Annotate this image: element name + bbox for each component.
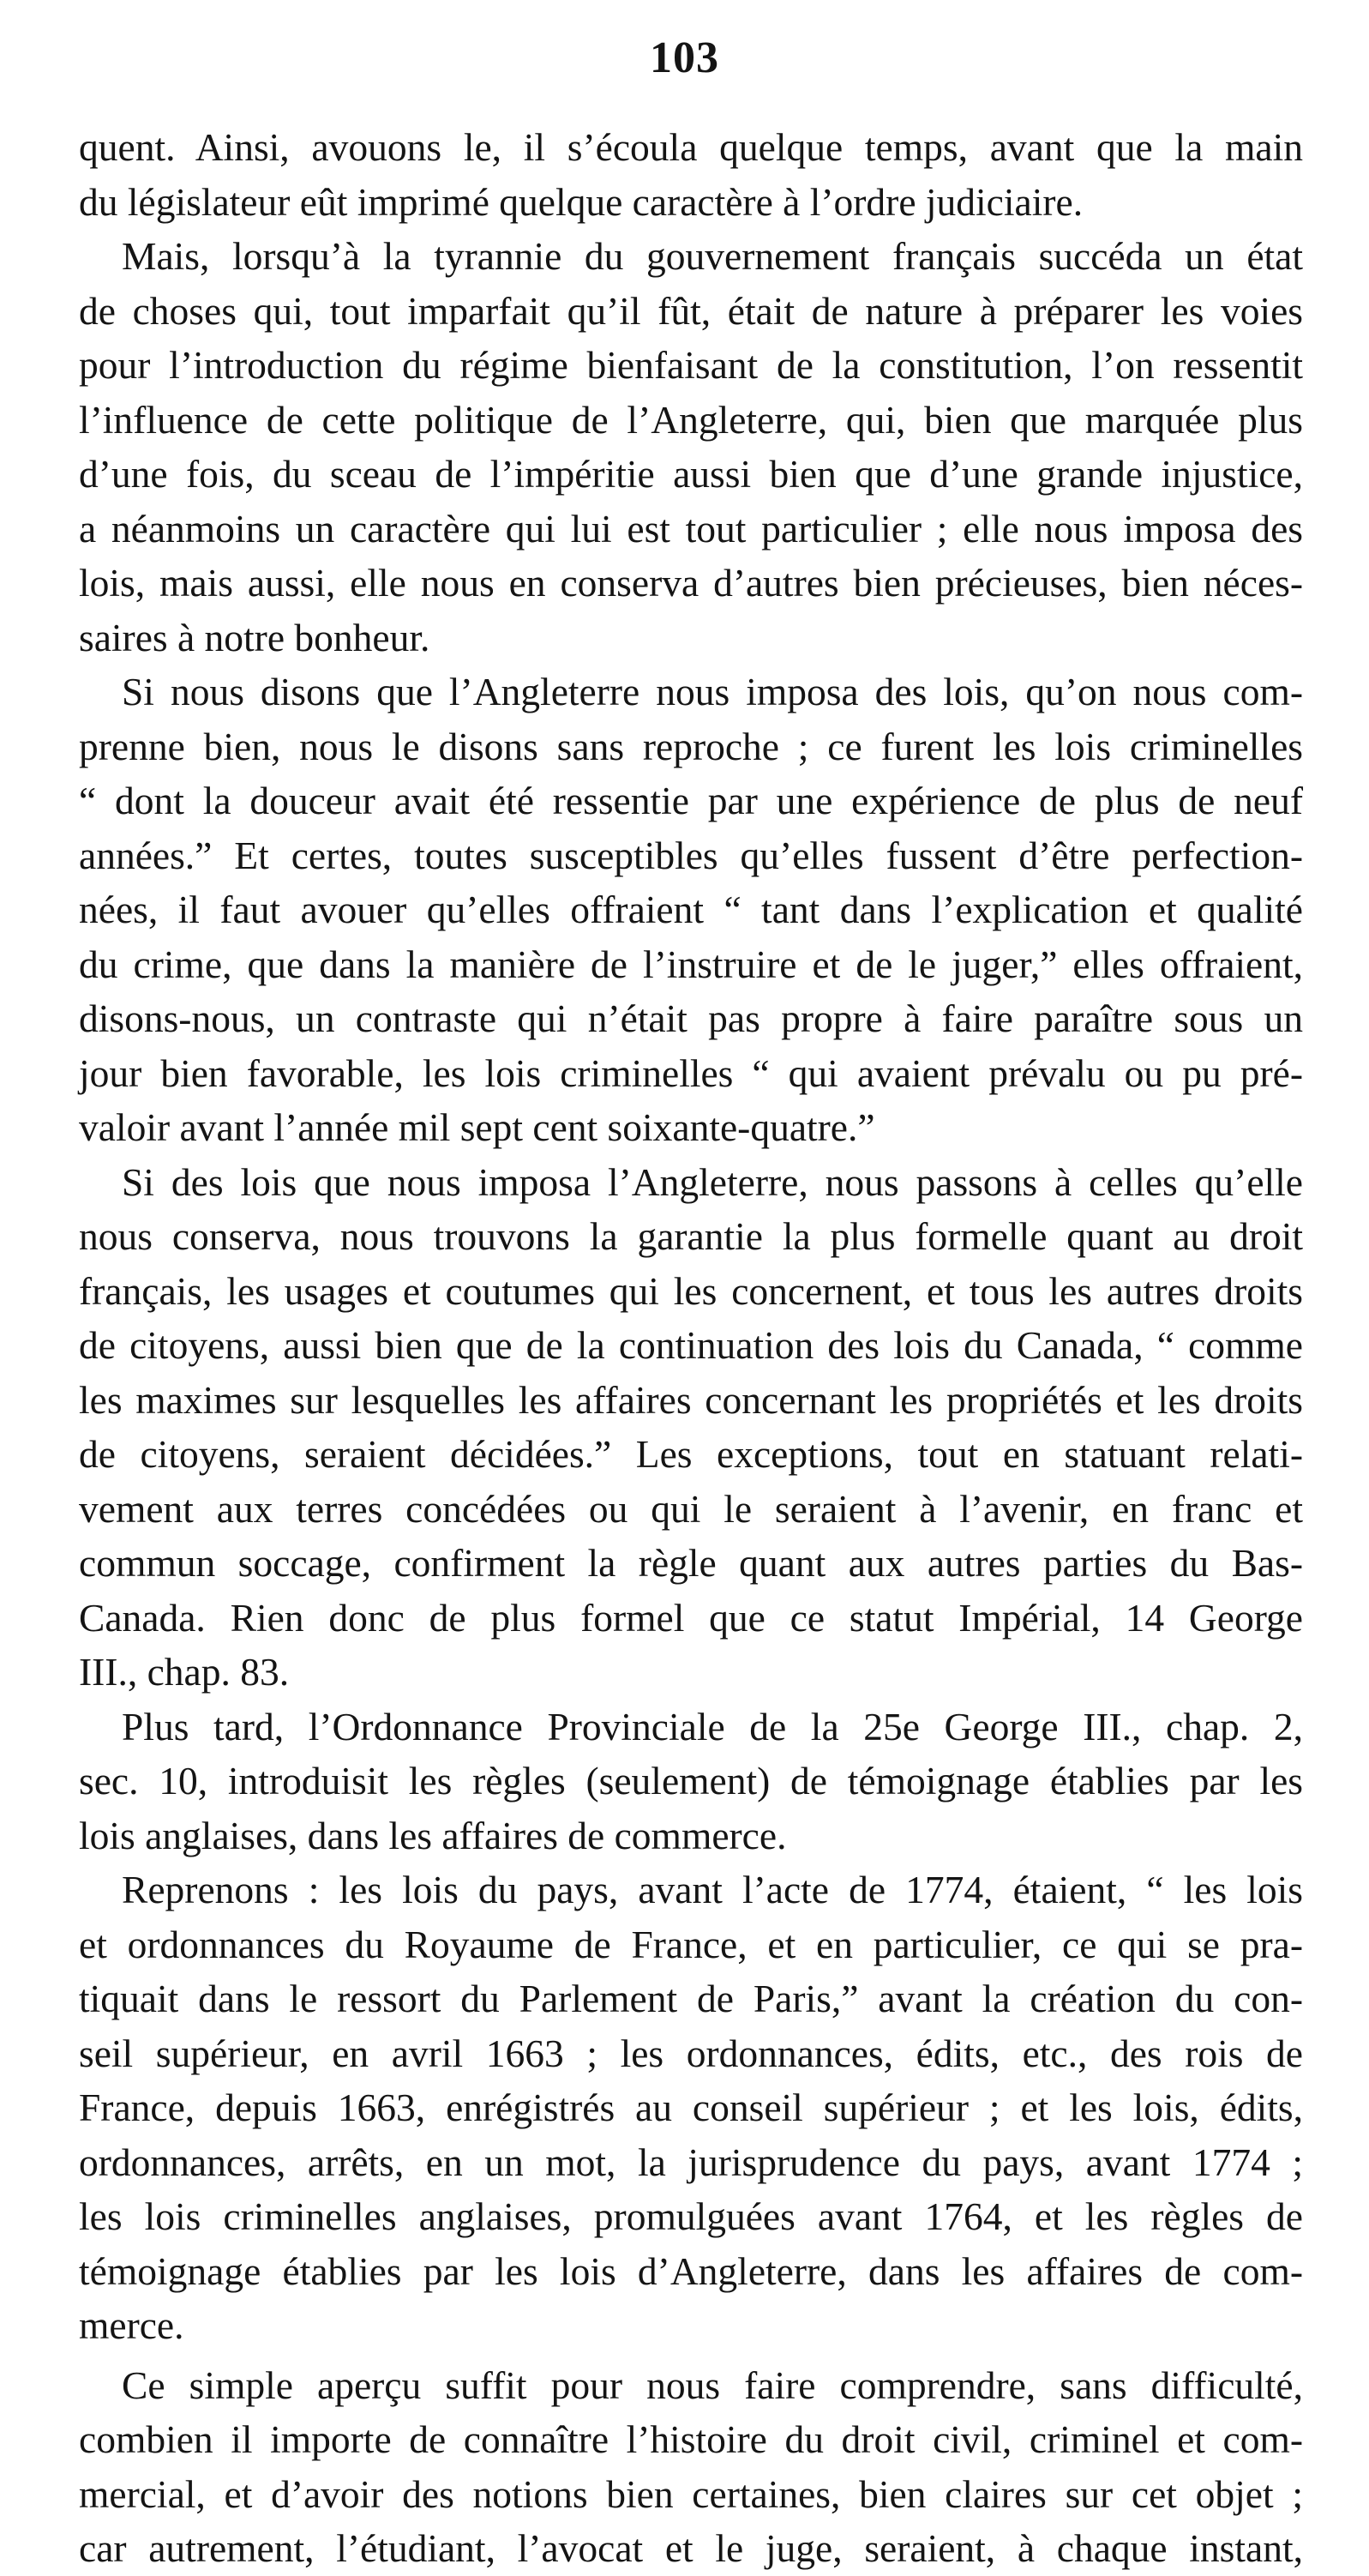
text-line: nous conserva, nous trouvons la garantie la plus formelle quant au droit [79, 1214, 1303, 1258]
text-line: sec. 10, introduisit les règles (seulement) de témoignage établies par les [79, 1759, 1303, 1803]
text-line: Canada. Rien donc de plus formel que ce statut Impérial, 14 George [79, 1595, 1303, 1640]
text-line: a néanmoins un caractère qui lui est tout particulier ; elle nous imposa des [79, 506, 1303, 551]
text-line: lois, mais aussi, elle nous en conserva d’autres bien précieuses, bien néces- [79, 561, 1303, 605]
text-line: commun soccage, confirment la règle quant aux autres parties du Bas- [79, 1541, 1303, 1585]
text-line: jour bien favorable, les lois criminelles “ qui avaient prévalu ou pu pré- [79, 1050, 1303, 1095]
text-line: Si des lois que nous imposa l’Angleterre, nous passons à celles qu’elle [122, 1159, 1303, 1204]
text-line: années.” Et certes, toutes susceptibles qu’elles fussent d’être perfection- [79, 833, 1303, 877]
text-line: merce. [79, 2303, 184, 2347]
text-line: ordonnances, arrêts, en un mot, la jurisprudence du pays, avant 1774 ; [79, 2140, 1303, 2184]
text-line: quent. Ainsi, avouons le, il s’écoula quelque temps, avant que la main [79, 125, 1303, 169]
text-line: Ce simple aperçu suffit pour nous faire comprendre, sans difficulté, [122, 2362, 1303, 2407]
text-line: de citoyens, aussi bien que de la continuation des lois du Canada, “ comme [79, 1323, 1303, 1367]
text-line: lois anglaises, dans les affaires de commerce. [79, 1813, 787, 1857]
text-line: valoir avant l’année mil sept cent soixante-quatre.” [79, 1105, 875, 1149]
text-line: Plus tard, l’Ordonnance Provinciale de la 25e George III., chap. 2, [122, 1704, 1303, 1748]
paragraph [79, 1700, 1303, 1863]
text-line: vement aux terres concédées ou qui le seraient à l’avenir, en franc et [79, 1486, 1303, 1531]
paragraph [79, 120, 1303, 229]
text-line: de citoyens, seraient décidées.” Les exceptions, tout en statuant relati- [79, 1432, 1303, 1476]
text-line: du crime, que dans la manière de l’instruire et de le juger,” elles offraient, [79, 942, 1303, 986]
text-line: car autrement, l’étudiant, l’avocat et le juge, seraient, à chaque instant, [79, 2526, 1303, 2570]
text-line: prenne bien, nous le disons sans reproche ; ce furent les lois criminelles [79, 724, 1303, 768]
paragraph [79, 229, 1303, 665]
text-line: mercial, et d’avoir des notions bien certaines, bien claires sur cet objet ; [79, 2471, 1303, 2516]
body-text [79, 120, 1303, 2576]
text-line: les maximes sur lesquelles les affaires concernant les propriétés et les droits [79, 1377, 1303, 1422]
text-line: disons-nous, un contraste qui n’était pas propre à faire paraître sous un [79, 996, 1303, 1040]
paragraph [79, 1863, 1303, 2353]
text-line: l’influence de cette politique de l’Angleterre, qui, bien que marquée plus [79, 397, 1303, 442]
text-line: nées, il faut avouer qu’elles offraient “ tant dans l’explication et qualité [79, 888, 1303, 931]
text-line: Si nous disons que l’Angleterre nous imposa des lois, qu’on nous com- [122, 670, 1303, 713]
paragraph [79, 1155, 1303, 1700]
page-number: 103 [650, 33, 719, 82]
text-line: les lois criminelles anglaises, promulguées avant 1764, et les règles de [79, 2194, 1303, 2238]
text-line: tiquait dans le ressort du Parlement de Paris,” avant la création du con- [79, 1977, 1303, 2020]
text-line: pour l’introduction du régime bienfaisant de la constitution, l’on ressentit [79, 343, 1303, 387]
text-line: de choses qui, tout imparfait qu’il fût, était de nature à préparer les voies [79, 288, 1303, 333]
text-line: combien il importe de connaître l’histoire du droit civil, criminel et com- [79, 2417, 1303, 2461]
text-line: Mais, lorsqu’à la tyrannie du gouvernement français succéda un état [122, 234, 1303, 278]
text-line: d’une fois, du sceau de l’impéritie aussi bien que d’une grande injustice, [79, 452, 1303, 496]
paragraph [79, 665, 1303, 1155]
text-line: III., chap. 83. [79, 1650, 290, 1694]
text-line: saires à notre bonheur. [79, 615, 430, 659]
text-line: France, depuis 1663, enrégistrés au conseil supérieur ; et les lois, édits, [79, 2085, 1303, 2129]
text-line: Reprenons : les lois du pays, avant l’acte de 1774, étaient, “ les lois [122, 1868, 1303, 1911]
text-line: témoignage établies par les lois d’Angleterre, dans les affaires de com- [79, 2248, 1303, 2293]
text-line: du législateur eût imprimé quelque caractère à l’ordre judiciaire. [79, 179, 1084, 224]
text-line: seil supérieur, en avril 1663 ; les ordonnances, édits, etc., des rois de [79, 2031, 1303, 2075]
text-line: “ dont la douceur avait été ressentie par une expérience de plus de neuf [79, 779, 1303, 822]
text-line: et ordonnances du Royaume de France, et en particulier, ce qui se pra- [79, 1922, 1303, 1966]
paragraph [79, 2358, 1303, 2576]
text-line: français, les usages et coutumes qui les concernent, et tous les autres droits [79, 1268, 1303, 1313]
